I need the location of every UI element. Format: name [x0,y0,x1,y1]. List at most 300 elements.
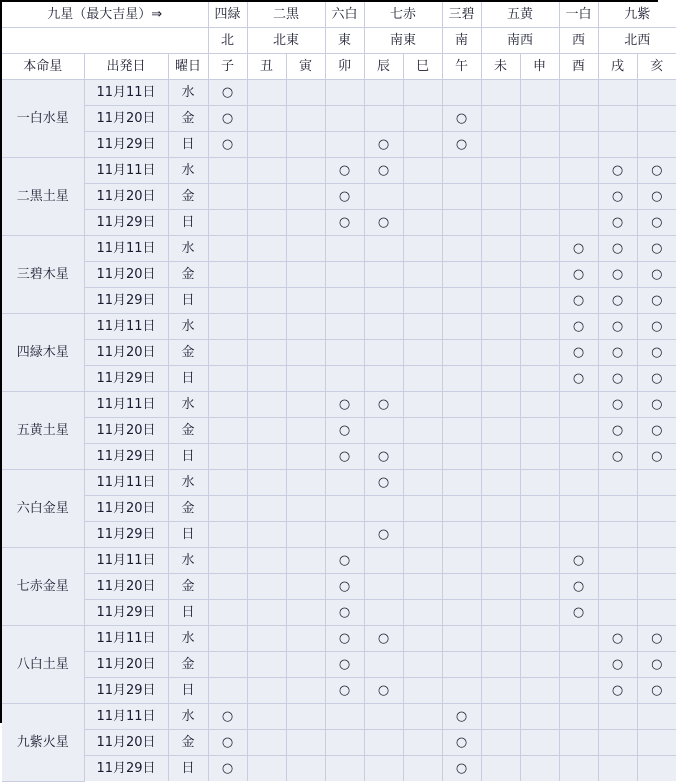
honmeisei-cell: 三碧木星 [2,236,84,314]
direction-cell-卯 [325,210,364,236]
direction-cell-午 [442,756,481,782]
lucky-mark-icon: ○ [611,449,624,464]
direction-cell-亥 [637,574,676,600]
direction-cell-戌 [598,158,637,184]
direction-cell-酉 [559,470,598,496]
direction-cell-亥 [637,704,676,730]
direction-cell-未 [481,210,520,236]
table-row [2,444,676,470]
table-row [2,548,676,574]
lucky-mark-icon: ○ [338,423,351,438]
lucky-mark-icon: ○ [338,657,351,672]
direction-cell-午 [442,392,481,418]
direction-cell-子 [208,470,247,496]
dayofweek-cell: 日 [168,522,208,548]
lucky-mark-icon: ○ [611,371,624,386]
lucky-mark-icon: ○ [338,553,351,568]
direction-cell-丑 [247,756,286,782]
lucky-mark-icon: ○ [572,605,585,620]
lucky-mark-icon: ○ [651,371,663,386]
direction-cell-亥 [637,262,676,288]
direction-cell-午 [442,444,481,470]
departure-date-cell: 11月20日 [84,574,168,600]
direction-cell-寅 [286,314,325,340]
direction-cell-未 [481,288,520,314]
header-direction-8: 北西 [598,28,676,54]
direction-cell-辰 [364,340,403,366]
header-branch-午: 午 [442,54,481,80]
direction-cell-卯 [325,184,364,210]
lucky-mark-icon: ○ [455,137,468,152]
dayofweek-cell: 金 [168,262,208,288]
direction-cell-寅 [286,730,325,756]
departure-date-cell: 11月29日 [84,444,168,470]
lucky-mark-icon: ○ [572,319,585,334]
dayofweek-cell: 金 [168,574,208,600]
departure-date-cell: 11月29日 [84,600,168,626]
direction-cell-巳 [403,574,442,600]
direction-cell-酉 [559,184,598,210]
departure-date-cell: 11月20日 [84,106,168,132]
direction-cell-未 [481,80,520,106]
departure-date-cell: 11月29日 [84,132,168,158]
direction-cell-寅 [286,600,325,626]
direction-cell-巳 [403,548,442,574]
direction-cell-辰 [364,314,403,340]
header-star-3: 六白 [325,2,364,28]
direction-cell-丑 [247,574,286,600]
dayofweek-cell: 金 [168,340,208,366]
direction-cell-未 [481,626,520,652]
direction-cell-酉 [559,314,598,340]
direction-cell-亥 [637,392,676,418]
dayofweek-cell: 金 [168,106,208,132]
direction-cell-子 [208,184,247,210]
direction-cell-辰 [364,444,403,470]
direction-cell-丑 [247,470,286,496]
lucky-mark-icon: ○ [611,241,624,256]
direction-cell-未 [481,106,520,132]
direction-cell-午 [442,106,481,132]
direction-cell-午 [442,80,481,106]
direction-cell-巳 [403,418,442,444]
direction-cell-未 [481,132,520,158]
table-row [2,340,676,366]
direction-cell-申 [520,730,559,756]
departure-date-cell: 11月20日 [84,340,168,366]
direction-cell-辰 [364,548,403,574]
lucky-mark-icon: ○ [221,709,234,724]
header-branch-巳: 巳 [403,54,442,80]
direction-cell-寅 [286,392,325,418]
header-branch-亥: 亥 [637,54,676,80]
lucky-mark-icon: ○ [221,137,234,152]
direction-cell-午 [442,678,481,704]
direction-cell-巳 [403,626,442,652]
direction-cell-申 [520,496,559,522]
direction-cell-子 [208,626,247,652]
lucky-mark-icon: ○ [611,657,624,672]
direction-cell-辰 [364,704,403,730]
direction-cell-戌 [598,470,637,496]
departure-date-cell: 11月11日 [84,548,168,574]
header-direction-7: 西 [559,28,598,54]
direction-cell-巳 [403,184,442,210]
direction-cell-辰 [364,106,403,132]
table-row [2,236,676,262]
direction-cell-辰 [364,366,403,392]
direction-cell-午 [442,548,481,574]
direction-cell-丑 [247,132,286,158]
direction-cell-酉 [559,236,598,262]
direction-cell-未 [481,548,520,574]
direction-cell-亥 [637,496,676,522]
lucky-mark-icon: ○ [651,423,663,438]
direction-cell-亥 [637,158,676,184]
departure-date-cell: 11月11日 [84,158,168,184]
departure-date-cell: 11月29日 [84,678,168,704]
header-branch-子: 子 [208,54,247,80]
direction-cell-子 [208,678,247,704]
direction-cell-戌 [598,80,637,106]
direction-cell-戌 [598,756,637,782]
direction-cell-戌 [598,340,637,366]
departure-date-cell: 11月11日 [84,80,168,106]
direction-cell-戌 [598,262,637,288]
direction-cell-巳 [403,210,442,236]
table-row [2,158,676,184]
direction-cell-寅 [286,678,325,704]
header-row-directions [2,28,676,54]
lucky-mark-icon: ○ [611,397,624,412]
departure-date-cell: 11月11日 [84,236,168,262]
lucky-mark-icon: ○ [651,189,663,204]
direction-cell-辰 [364,392,403,418]
direction-cell-戌 [598,184,637,210]
departure-date-cell: 11月20日 [84,652,168,678]
honmeisei-cell: 一白水星 [2,80,84,158]
dayofweek-cell: 水 [168,626,208,652]
lucky-mark-icon: ○ [611,215,624,230]
direction-cell-申 [520,418,559,444]
direction-cell-丑 [247,314,286,340]
direction-cell-寅 [286,652,325,678]
dayofweek-cell: 水 [168,704,208,730]
lucky-mark-icon: ○ [651,631,663,646]
direction-cell-辰 [364,262,403,288]
direction-cell-丑 [247,80,286,106]
direction-cell-未 [481,730,520,756]
direction-cell-戌 [598,652,637,678]
direction-cell-酉 [559,132,598,158]
direction-cell-卯 [325,574,364,600]
dayofweek-cell: 日 [168,756,208,782]
dayofweek-cell: 水 [168,236,208,262]
direction-cell-午 [442,340,481,366]
table-row [2,756,676,782]
direction-cell-卯 [325,470,364,496]
direction-cell-戌 [598,210,637,236]
direction-cell-戌 [598,548,637,574]
direction-cell-子 [208,548,247,574]
direction-cell-巳 [403,236,442,262]
table-row [2,288,676,314]
direction-cell-子 [208,574,247,600]
direction-cell-申 [520,80,559,106]
direction-cell-辰 [364,158,403,184]
direction-cell-戌 [598,366,637,392]
dayofweek-cell: 水 [168,158,208,184]
table-row [2,652,676,678]
header-row-branches [2,54,676,80]
lucky-mark-icon: ○ [377,397,390,412]
direction-cell-巳 [403,730,442,756]
honmeisei-cell: 九紫火星 [2,704,84,782]
lucky-mark-icon: ○ [572,345,585,360]
direction-cell-卯 [325,366,364,392]
header-branch-未: 未 [481,54,520,80]
header-branch-卯: 卯 [325,54,364,80]
direction-cell-午 [442,522,481,548]
direction-cell-卯 [325,418,364,444]
direction-cell-卯 [325,496,364,522]
direction-cell-丑 [247,730,286,756]
direction-cell-寅 [286,236,325,262]
lucky-mark-icon: ○ [611,163,624,178]
table-row [2,366,676,392]
direction-cell-卯 [325,262,364,288]
lucky-mark-icon: ○ [611,189,624,204]
header-dayofweek: 曜日 [168,54,208,80]
direction-cell-寅 [286,158,325,184]
direction-cell-申 [520,288,559,314]
table-row [2,626,676,652]
direction-cell-未 [481,236,520,262]
direction-cell-未 [481,418,520,444]
lucky-mark-icon: ○ [377,215,390,230]
direction-cell-午 [442,236,481,262]
direction-cell-酉 [559,80,598,106]
direction-cell-子 [208,262,247,288]
lucky-mark-icon: ○ [611,319,624,334]
direction-cell-未 [481,756,520,782]
departure-date-cell: 11月11日 [84,704,168,730]
direction-cell-酉 [559,288,598,314]
direction-cell-申 [520,678,559,704]
direction-cell-辰 [364,470,403,496]
lucky-mark-icon: ○ [651,397,663,412]
lucky-mark-icon: ○ [338,449,351,464]
direction-cell-辰 [364,184,403,210]
lucky-mark-icon: ○ [377,683,390,698]
lucky-mark-icon: ○ [651,241,663,256]
direction-cell-申 [520,340,559,366]
lucky-mark-icon: ○ [651,163,663,178]
lucky-mark-icon: ○ [338,397,351,412]
direction-cell-未 [481,574,520,600]
direction-cell-申 [520,210,559,236]
direction-cell-酉 [559,444,598,470]
direction-cell-亥 [637,756,676,782]
lucky-mark-icon: ○ [651,319,663,334]
direction-cell-申 [520,626,559,652]
direction-cell-丑 [247,288,286,314]
departure-date-cell: 11月20日 [84,262,168,288]
dayofweek-cell: 日 [168,678,208,704]
direction-cell-辰 [364,210,403,236]
direction-cell-午 [442,626,481,652]
direction-cell-未 [481,158,520,184]
lucky-mark-icon: ○ [221,111,234,126]
table-row [2,392,676,418]
direction-cell-寅 [286,288,325,314]
direction-cell-戌 [598,730,637,756]
direction-cell-午 [442,210,481,236]
direction-cell-丑 [247,600,286,626]
honmeisei-cell: 六白金星 [2,470,84,548]
direction-cell-午 [442,262,481,288]
direction-cell-酉 [559,548,598,574]
direction-cell-巳 [403,522,442,548]
header-direction-6: 南西 [481,28,559,54]
table-row [2,418,676,444]
direction-cell-亥 [637,106,676,132]
lucky-mark-icon: ○ [651,683,663,698]
direction-cell-戌 [598,626,637,652]
lucky-mark-icon: ○ [377,527,390,542]
direction-cell-丑 [247,626,286,652]
direction-cell-卯 [325,80,364,106]
direction-cell-申 [520,548,559,574]
direction-cell-卯 [325,288,364,314]
dayofweek-cell: 金 [168,496,208,522]
direction-cell-巳 [403,600,442,626]
table-row [2,704,676,730]
direction-cell-卯 [325,340,364,366]
dayofweek-cell: 水 [168,392,208,418]
lucky-mark-icon: ○ [651,345,663,360]
direction-cell-辰 [364,574,403,600]
direction-cell-丑 [247,522,286,548]
lucky-mark-icon: ○ [572,579,585,594]
table-row [2,132,676,158]
direction-cell-戌 [598,600,637,626]
direction-cell-未 [481,496,520,522]
direction-cell-申 [520,574,559,600]
direction-cell-酉 [559,392,598,418]
direction-cell-卯 [325,756,364,782]
lucky-mark-icon: ○ [651,267,663,282]
direction-cell-丑 [247,236,286,262]
direction-cell-申 [520,132,559,158]
lucky-mark-icon: ○ [338,605,351,620]
table-row [2,522,676,548]
direction-cell-酉 [559,366,598,392]
direction-cell-未 [481,184,520,210]
direction-cell-丑 [247,210,286,236]
header-honmeisei: 本命星 [2,54,84,80]
direction-cell-午 [442,470,481,496]
direction-cell-未 [481,652,520,678]
direction-cell-寅 [286,210,325,236]
lucky-mark-icon: ○ [455,111,468,126]
direction-cell-戌 [598,314,637,340]
lucky-mark-icon: ○ [221,735,234,750]
direction-cell-酉 [559,106,598,132]
direction-cell-丑 [247,262,286,288]
direction-cell-子 [208,314,247,340]
direction-cell-卯 [325,652,364,678]
direction-cell-丑 [247,158,286,184]
direction-cell-午 [442,132,481,158]
direction-cell-戌 [598,236,637,262]
lucky-mark-icon: ○ [338,579,351,594]
direction-cell-酉 [559,158,598,184]
direction-cell-丑 [247,704,286,730]
lucky-mark-icon: ○ [572,293,585,308]
direction-cell-酉 [559,340,598,366]
direction-cell-酉 [559,730,598,756]
direction-cell-酉 [559,522,598,548]
departure-date-cell: 11月29日 [84,522,168,548]
direction-cell-子 [208,210,247,236]
direction-cell-寅 [286,756,325,782]
lucky-mark-icon: ○ [221,761,234,776]
dayofweek-cell: 日 [168,600,208,626]
direction-cell-亥 [637,132,676,158]
direction-cell-午 [442,288,481,314]
direction-cell-戌 [598,444,637,470]
dayofweek-cell: 水 [168,548,208,574]
lucky-mark-icon: ○ [611,423,624,438]
direction-cell-巳 [403,496,442,522]
lucky-mark-icon: ○ [455,709,468,724]
direction-cell-卯 [325,158,364,184]
direction-cell-丑 [247,392,286,418]
direction-cell-子 [208,418,247,444]
table-row [2,210,676,236]
direction-cell-寅 [286,704,325,730]
header-star-1: 四緑 [208,2,247,28]
direction-cell-申 [520,184,559,210]
direction-cell-寅 [286,262,325,288]
lucky-mark-icon: ○ [221,85,234,100]
direction-cell-亥 [637,210,676,236]
direction-cell-亥 [637,678,676,704]
direction-cell-寅 [286,470,325,496]
lucky-mark-icon: ○ [611,683,624,698]
header-star-6: 五黄 [481,2,559,28]
direction-cell-酉 [559,418,598,444]
header-direction-5: 南 [442,28,481,54]
direction-cell-辰 [364,132,403,158]
header-row-stars [2,2,676,28]
dayofweek-cell: 金 [168,418,208,444]
direction-cell-午 [442,574,481,600]
direction-cell-丑 [247,496,286,522]
direction-cell-寅 [286,132,325,158]
direction-cell-巳 [403,288,442,314]
direction-cell-未 [481,340,520,366]
direction-cell-辰 [364,80,403,106]
direction-cell-丑 [247,548,286,574]
departure-date-cell: 11月29日 [84,210,168,236]
direction-cell-卯 [325,392,364,418]
lucky-mark-icon: ○ [611,631,624,646]
direction-cell-子 [208,522,247,548]
table-row [2,574,676,600]
direction-cell-酉 [559,704,598,730]
